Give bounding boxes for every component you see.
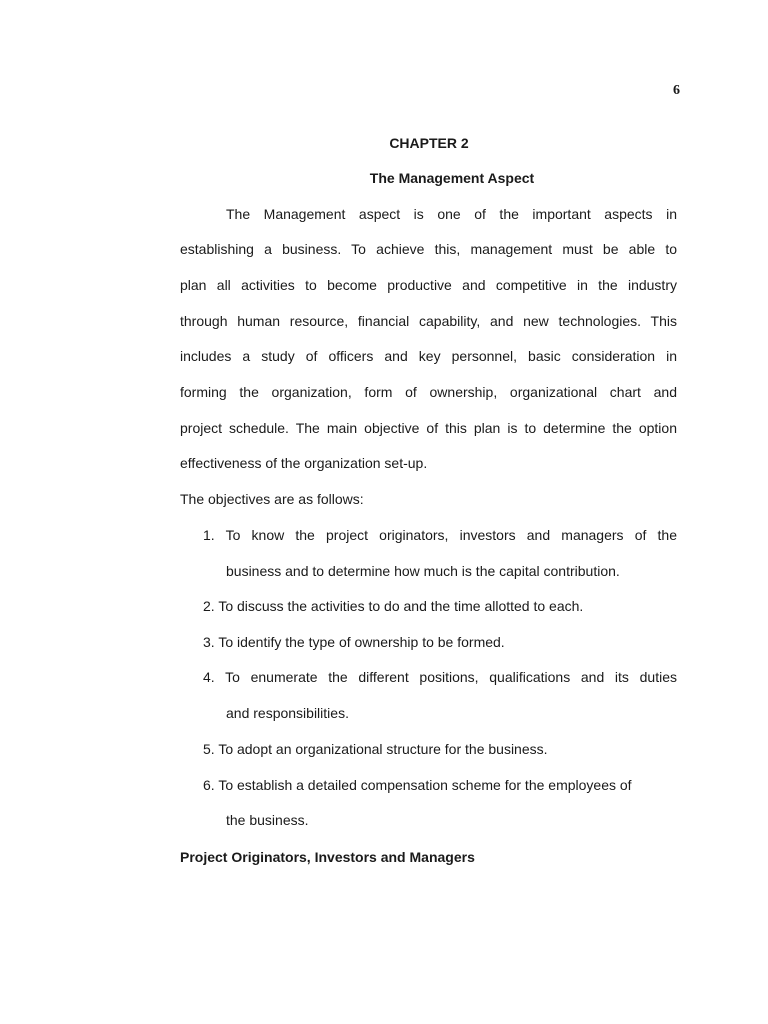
list-item: 4. To enumerate the different positions, qualifications and its duties (203, 669, 677, 685)
list-item-continuation: the business. (226, 812, 309, 828)
list-item: 3. To identify the type of ownership to be formed. (203, 634, 505, 650)
paragraph-line: forming the organization, form of ownership, organizational chart and (180, 384, 677, 400)
list-item-continuation: and responsibilities. (226, 705, 349, 721)
paragraph-line: project schedule. The main objective of this plan is to determine the option (180, 420, 677, 436)
list-item: 2. To discuss the activities to do and the time allotted to each. (203, 598, 584, 614)
chapter-heading: CHAPTER 2 (389, 135, 469, 151)
paragraph-line: effectiveness of the organization set-up. (180, 455, 428, 471)
list-item-continuation: business and to determine how much is the capital contribution. (226, 563, 620, 579)
paragraph-line: includes a study of officers and key personnel, basic consideration in (180, 348, 677, 364)
paragraph-line: plan all activities to become productive and competitive in the industry (180, 277, 677, 293)
subheading: Project Originators, Investors and Managers (180, 849, 475, 865)
section-title: The Management Aspect (369, 170, 535, 186)
objectives-intro: The objectives are as follows: (180, 491, 364, 507)
page-number: 6 (673, 83, 680, 98)
paragraph-line: establishing a business. To achieve this, management must be able to (180, 241, 677, 257)
list-item: 6. To establish a detailed compensation scheme for the employees of (203, 777, 632, 793)
list-item: 1. To know the project originators, investors and managers of the (203, 527, 677, 543)
list-item: 5. To adopt an organizational structure for the business. (203, 741, 548, 757)
paragraph-line: through human resource, financial capability, and new technologies. This (180, 313, 677, 329)
paragraph-line: The Management aspect is one of the important aspects in (226, 206, 677, 222)
